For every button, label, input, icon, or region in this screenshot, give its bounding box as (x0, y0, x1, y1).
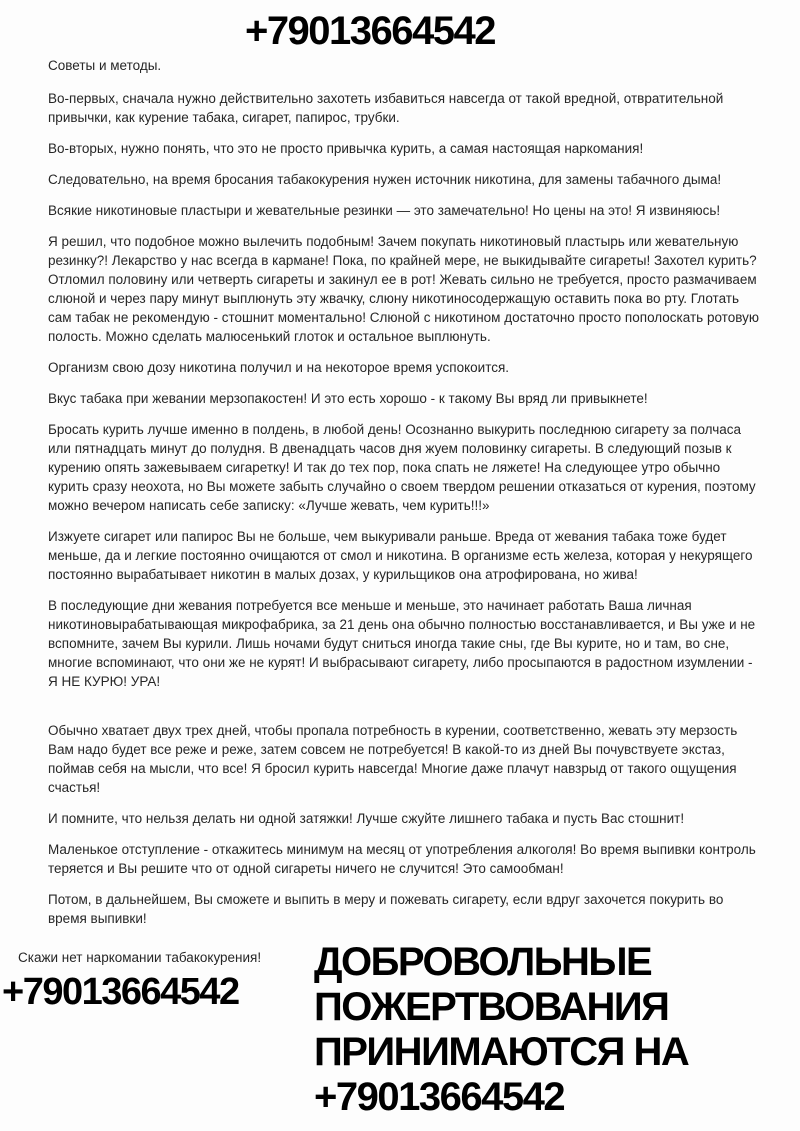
footer-left-phone-number: +79013664542 (2, 971, 239, 1013)
paragraph: Потом, в дальнейшем, Вы сможете и выпить в меру и пожевать сигарету, если вдруг захочется покурить во время выпивки! (48, 892, 724, 926)
paragraph: Маленькое отступление - откажитесь минимум на месяц от употребления алкоголя! Во время выпивки контроль теряется и Вы решите что от одной сигареты ничего не случится! Это самообман! (48, 842, 756, 876)
paragraph: Во-первых, сначала нужно действительно захотеть избавиться навсегда от такой вредной, отвратительной привычки, как курение табака, сигарет, папирос, трубки. (48, 91, 724, 125)
paragraph: В последующие дни жевания потребуется все меньше и меньше, это начинает работать Ваша личная никотиновырабатывающая микрофабрика, за 21 день она обычно полностью восстанавливается, и Вы уже и не вспомните, зачем Вы курили. Лишь ночами будут сниться иногда такие сны, где Вы курите, но и там, во сне, многие вспоминают, что они же не курят! И выбрасывают сигарету, либо просыпаются в радостном изумлении - Я НЕ КУРЮ! УРА! (48, 598, 756, 689)
paragraph: И помните, что нельзя делать ни одной затяжки! Лучше сжуйте лишнего табака и пусть Вас стошнит! (48, 811, 685, 826)
paragraph: Вкус табака при жевании мерзопакостен! И это есть хорошо - к такому Вы вряд ли привыкнете! (48, 391, 648, 406)
donations-phone-number: +79013664542 (314, 1075, 565, 1119)
footer-caption: Скажи нет наркомании табакокурения! (18, 950, 262, 965)
top-phone-number: +79013664542 (244, 9, 496, 53)
section-title: Советы и методы. (48, 58, 162, 73)
paragraph: Следовательно, на время бросания табакокурения нужен источник никотина, для замены табачного дыма! (48, 172, 722, 187)
paragraph: Во-вторых, нужно понять, что это не просто привычка курить, а самая настоящая наркомания! (48, 141, 644, 156)
paragraph: Организм свою дозу никотина получил и на некоторое время успокоится. (48, 360, 510, 375)
paragraph: Я решил, что подобное можно вылечить подобным! Зачем покупать никотиновый пластырь или жевательную резинку?! Лекарство у нас всегда в кармане! Пока, по крайней мере, не выкидывайте сигареты! Захотел курить? Отломил половину или четверть сигареты и закинул ее в рот! Жевать сильно не требуется, просто размачиваем слюной и через пару минут выплюнуть эту жвачку, слюну никотиносодержащую оставить пока во рту. Глотать сам табак не рекомендую - стошнит моментально! Слюной с никотином достаточно просто пополоскать ротовую полость. Можно сделать малюсенький глоток и остальное выплюнуть. (48, 234, 759, 344)
donations-line-2: ПОЖЕРТВОВАНИЯ (314, 985, 669, 1029)
document-body (0, 56, 760, 928)
footer-left-block (0, 940, 308, 1014)
paragraph: Изжуете сигарет или папирос Вы не больше, чем выкуривали раньше. Вреда от жевания табака тоже будет меньше, да и легкие постоянно очищаются от смол и никотина. В организме есть железа, которая у некурящего постоянно вырабатывает никотин в малых дозах, у курильщиков она атрофирована, но жива! (48, 529, 753, 582)
footer (0, 940, 800, 1120)
paragraph: Всякие никотиновые пластыри и жевательные резинки — это замечательно! Но цены на это! Я извиняюсь! (48, 203, 721, 218)
donations-line-1: ДОБРОВОЛЬНЫЕ (314, 940, 652, 984)
donations-line-3: ПРИНИМАЮТСЯ НА (314, 1030, 689, 1074)
paragraph: Обычно хватает двух трех дней, чтобы пропала потребность в курении, соответственно, жевать эту мерзость Вам надо будет все реже и реже, затем совсем не потребуется! В какой-то из дней Вы почувствуете экстаз, поймав себя на мысли, что все! Я бросил курить навсегда! Многие даже плачут навзрыд от такого ощущения счастья! (48, 723, 738, 795)
donations-block (308, 940, 800, 1120)
paragraph: Бросать курить лучше именно в полдень, в любой день! Осознанно выкурить последнюю сигарету за полчаса или пятнадцать минут до полудня. В двенадцать часов дня жуем половинку сигареты. В следующий позыв к курению опять зажевываем сигаретку! И так до тех пор, пока спать не ляжете! На следующее утро обычно курить сразу неохота, но Вы можете забыть случайно о своем твердом решении отказаться от курения, поэтому можно вечером написать себе записку: «Лучше жевать, чем курить!!!» (48, 422, 756, 513)
